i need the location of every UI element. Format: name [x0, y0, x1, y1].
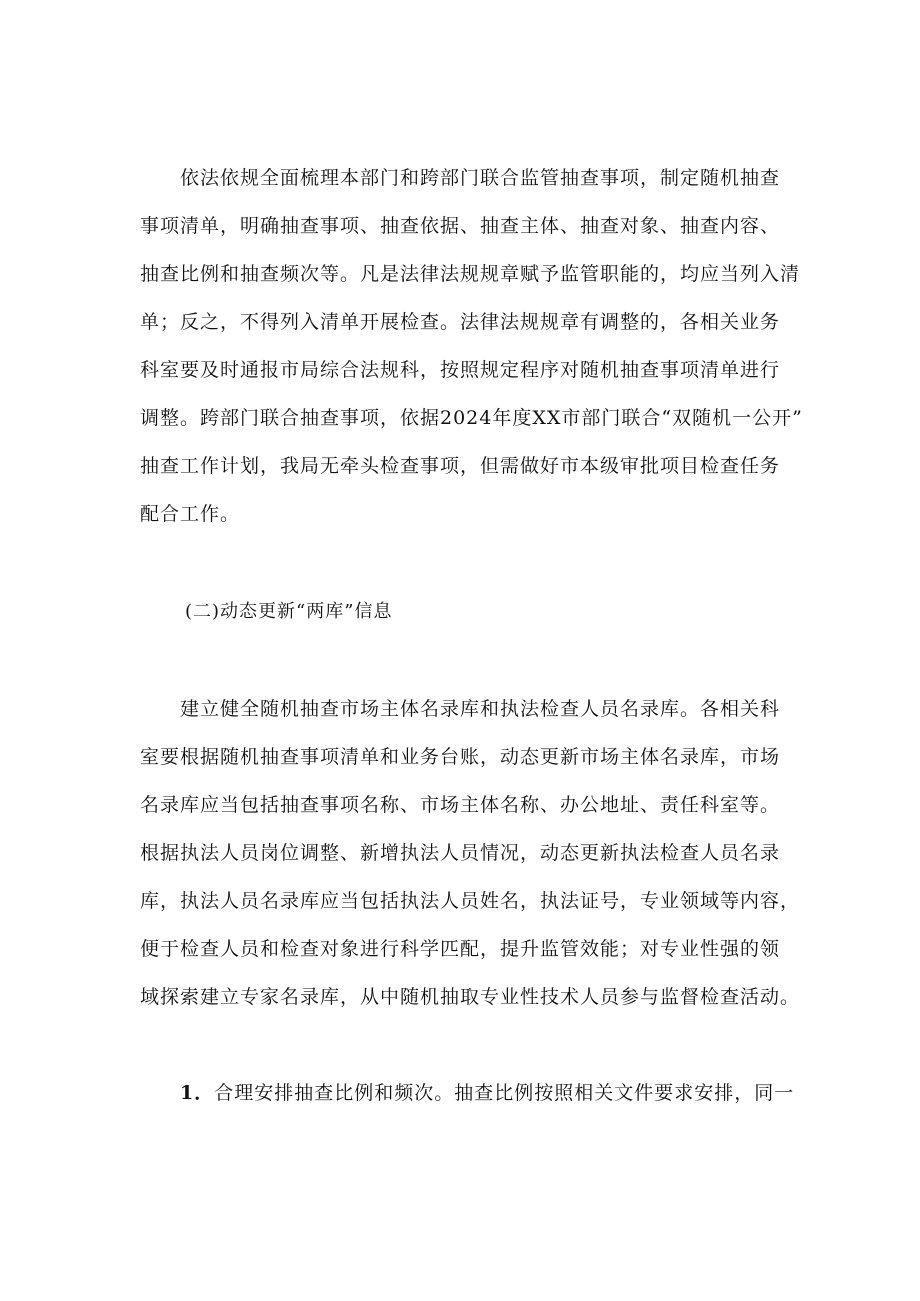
paragraph-line: 调整。跨部门联合抽查事项，依据2024年度XX市部门联合“双随机一公开”: [140, 407, 803, 429]
paragraph-line: 根据执法人员岗位调整、新增执法人员情况，动态更新执法检查人员名录: [140, 842, 781, 864]
paragraph-line: 抽查比例和抽查频次等。凡是法律法规规章赋予监管职能的，均应当列入清: [140, 263, 801, 285]
paragraph-line: 名录库应当包括抽查事项名称、市场主体名称、办公地址、责任科室等。: [140, 794, 781, 816]
item-text: 合理安排抽查比例和频次。抽查比例按照相关文件要求安排，同一: [214, 1082, 795, 1104]
paragraph-line: 事项清单，明确抽查事项、抽查依据、抽查主体、抽查对象、抽查内容、: [140, 215, 781, 237]
paragraph-line: 建立健全随机抽查市场主体名录库和执法检查人员名录库。各相关科: [180, 698, 781, 720]
paragraph-line: 依法依规全面梳理本部门和跨部门联合监管抽查事项，制定随机抽查: [180, 167, 781, 189]
numbered-item-1: [180, 1081, 794, 1105]
paragraph-line: 配合工作。: [140, 503, 241, 525]
paragraph-line: 库，执法人员名录库应当包括执法人员姓名，执法证号，专业领域等内容，: [140, 890, 801, 912]
section-heading: (二)动态更新“两库”信息: [185, 601, 393, 622]
item-number: 1．: [180, 1082, 215, 1104]
paragraph-line: 便于检查人员和检查对象进行科学匹配，提升监管效能；对专业性强的领: [140, 938, 781, 960]
paragraph-line: 科室要及时通报市局综合法规科，按照规定程序对随机抽查事项清单进行: [140, 359, 781, 381]
paragraph-line: 室要根据随机抽查事项清单和业务台账，动态更新市场主体名录库，市场: [140, 746, 781, 768]
paragraph-line: 单；反之，不得列入清单开展检查。法律法规规章有调整的，各相关业务: [140, 311, 781, 333]
paragraph-line: 域探索建立专家名录库，从中随机抽取专业性技术人员参与监督检查活动。: [140, 986, 801, 1008]
paragraph-line: 抽查工作计划，我局无牵头检查事项，但需做好市本级审批项目检查任务: [140, 455, 781, 477]
